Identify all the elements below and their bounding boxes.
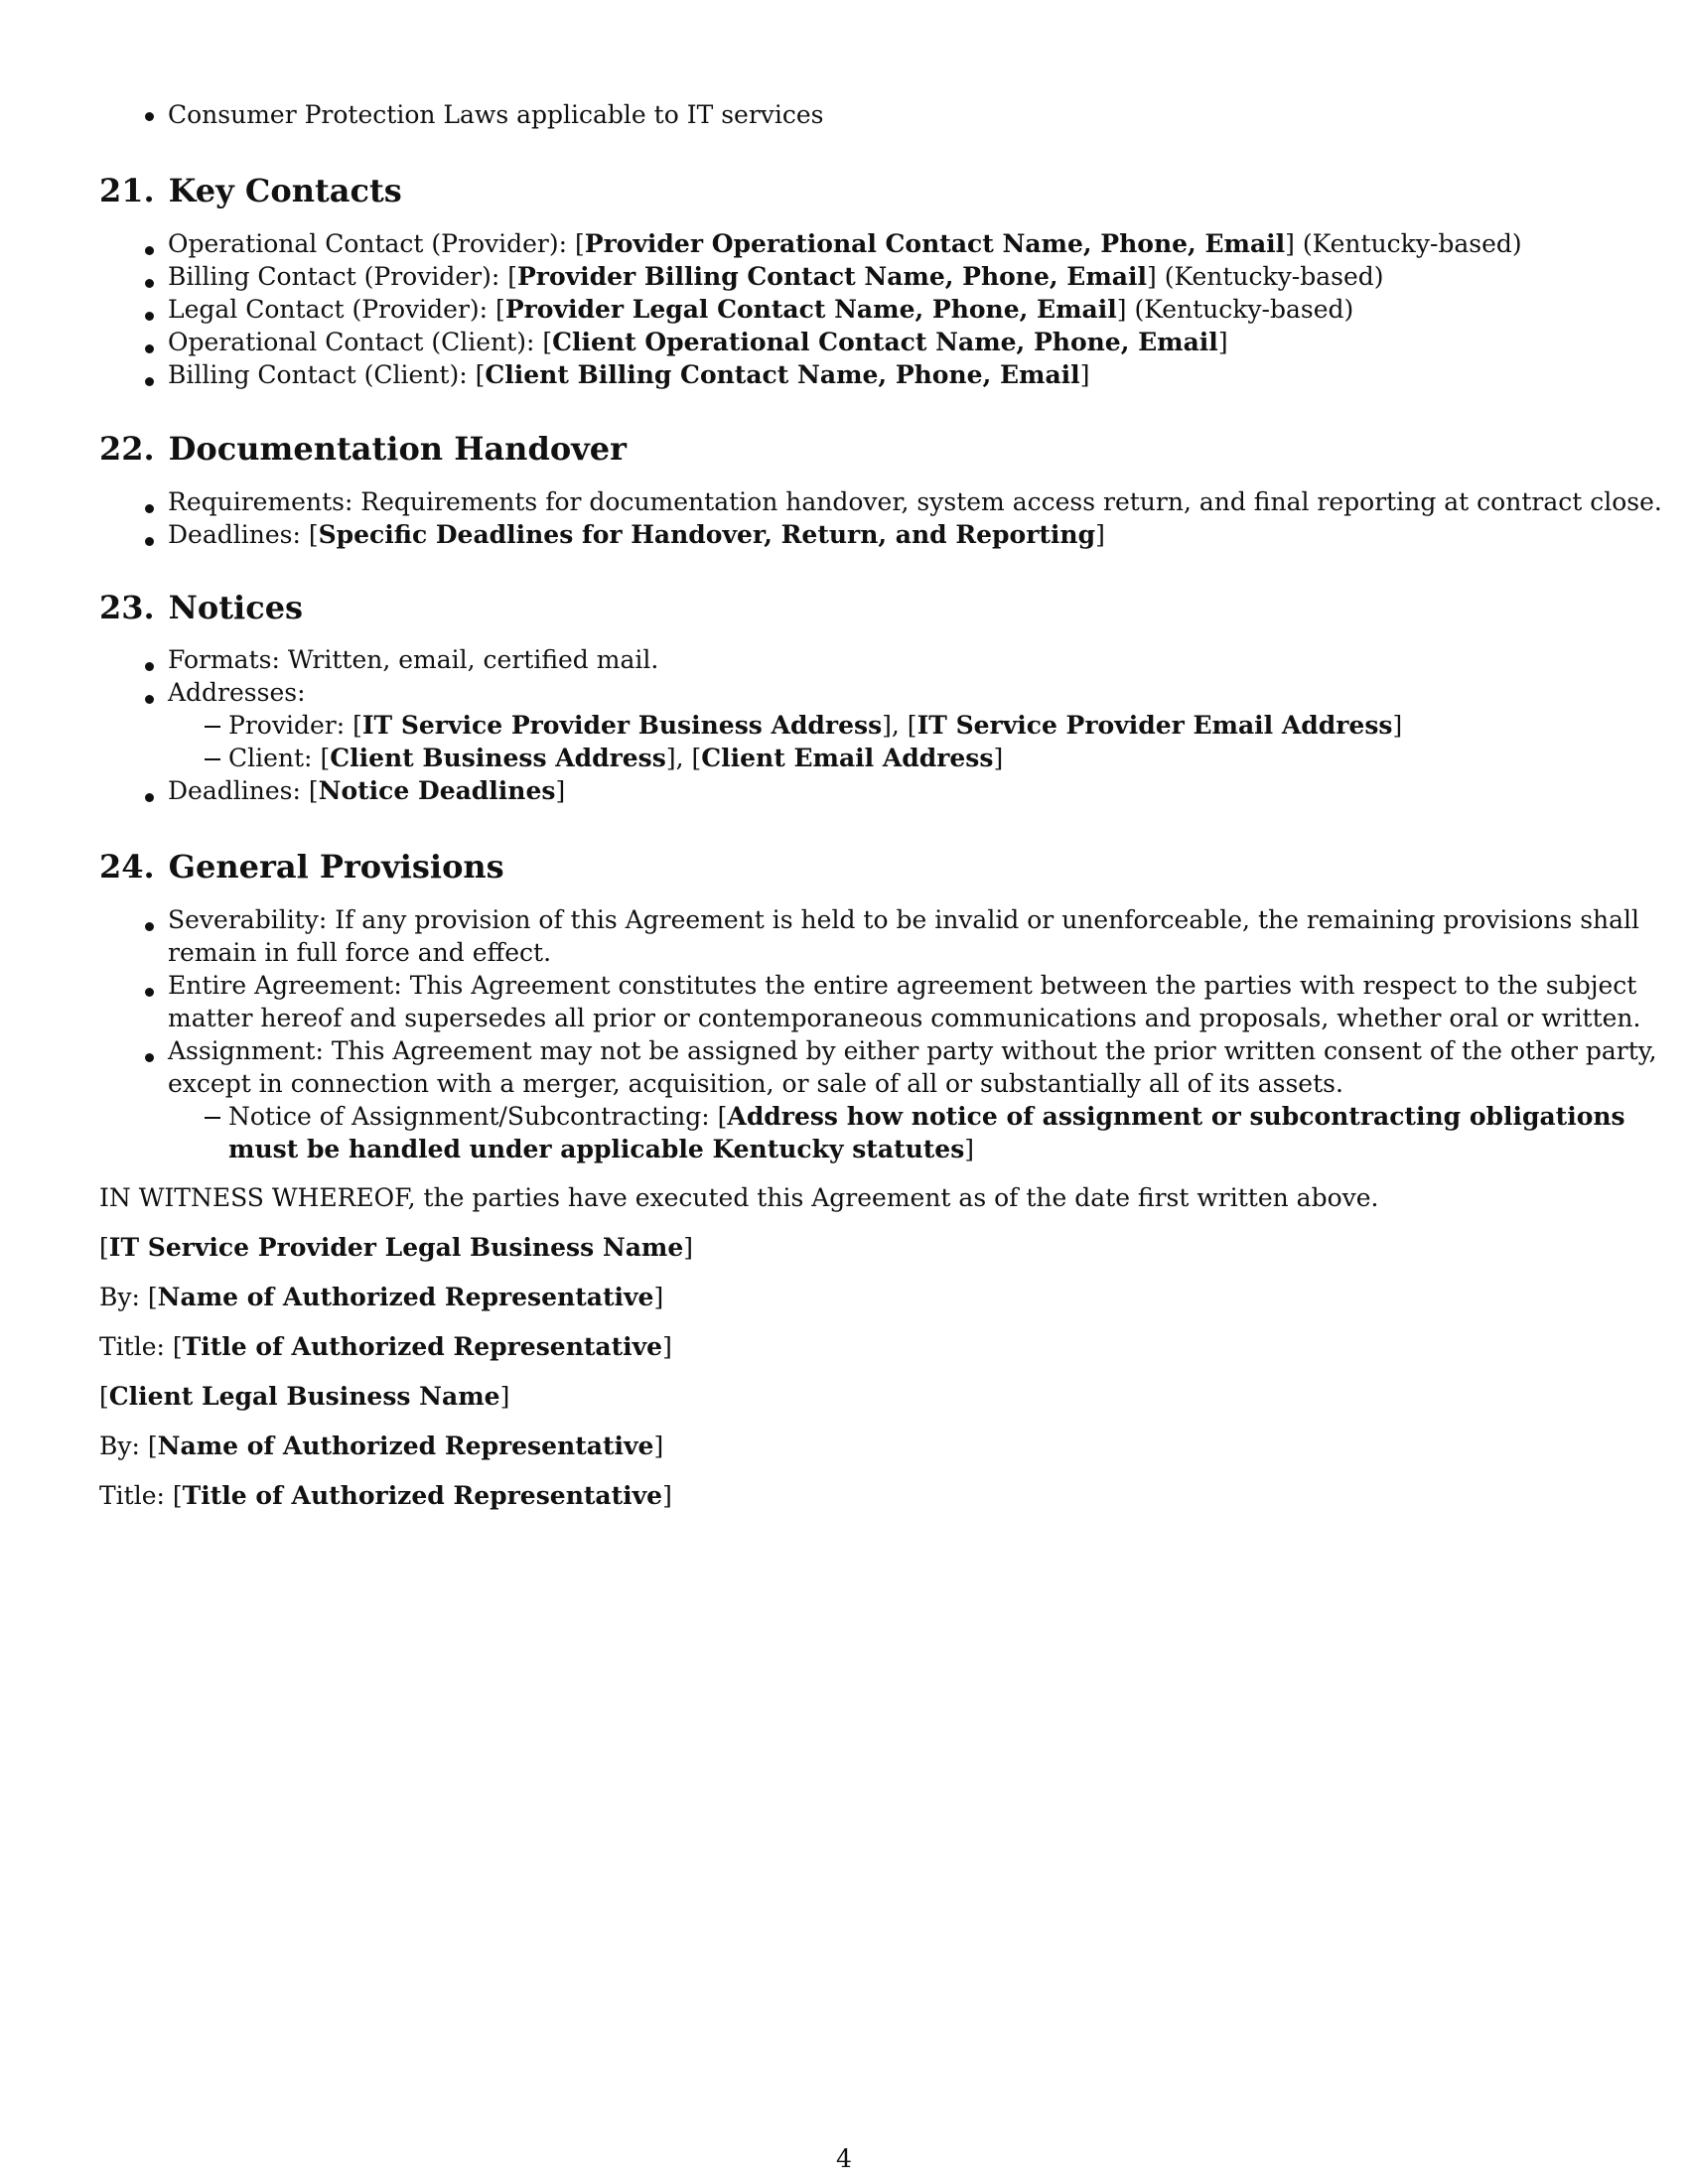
client-representative: By: [Name of Authorized Representative] [99,1432,664,1460]
bullet-marker [143,922,155,934]
bullet-marker [143,695,155,707]
contact-item: Legal Contact (Provider): [Provider Legal Contact Name, Phone, Email] (Kentucky-based) [168,295,1354,324]
provision-line: remain in full force and effect. [168,938,552,967]
provision-line: Notice of Assignment/Subcontracting: [Address how notice of assignment or subcontracting obligations [228,1102,1625,1131]
bullet-marker [143,537,155,549]
provision-line: Severability: If any provision of this Agreement is held to be invalid or unenforceable, the remaining provisions shall [168,905,1640,934]
list-item: Formats: Written, email, certified mail. [168,645,659,674]
bullet-marker [143,312,155,324]
page-number: 4 [836,2144,852,2173]
section-heading-22: 22. Documentation Handover [99,430,627,468]
section-heading-23: 23. Notices [99,589,304,626]
contact-item: Billing Contact (Provider): [Provider Billing Contact Name, Phone, Email] (Kentucky-based) [168,262,1384,291]
bullet-marker [143,112,155,124]
provider-name: [IT Service Provider Legal Business Name] [99,1233,694,1262]
bullet-marker [143,504,155,516]
bullet-marker [143,793,155,805]
witness-statement: IN WITNESS WHEREOF, the parties have executed this Agreement as of the date first written above. [99,1183,1379,1212]
contact-item: Operational Contact (Client): [Client Operational Contact Name, Phone, Email] [168,328,1228,356]
address-item: Client: [Client Business Address], [Client Email Address] [228,744,1004,772]
list-item: Consumer Protection Laws applicable to IT services [168,100,824,129]
bullet-marker [143,377,155,389]
client-name: [Client Legal Business Name] [99,1382,510,1411]
contact-item: Billing Contact (Client): [Client Billing Contact Name, Phone, Email] [168,360,1090,389]
list-item: Requirements: Requirements for documentation handover, system access return, and final reporting at contract close. [168,487,1662,516]
provision-line: Assignment: This Agreement may not be assigned by either party without the prior written consent of the other party, [168,1036,1657,1065]
section-heading-24: 24. General Provisions [99,848,504,886]
address-item: Provider: [IT Service Provider Business Address], [IT Service Provider Email Address] [228,711,1403,740]
client-title: Title: [Title of Authorized Representative] [99,1481,672,1510]
provision-line: Entire Agreement: This Agreement constitutes the entire agreement between the parties with respect to the subject [168,971,1637,1000]
bullet-marker [143,662,155,674]
dash-marker [205,758,220,760]
provision-line: must be handled under applicable Kentucky statutes] [228,1135,975,1163]
bullet-marker [143,279,155,291]
section-heading-21: 21. Key Contacts [99,172,402,209]
provision-line: except in connection with a merger, acquisition, or sale of all or substantially all of its assets. [168,1069,1343,1098]
provider-representative: By: [Name of Authorized Representative] [99,1283,664,1311]
bullet-marker [143,344,155,356]
contact-item: Operational Contact (Provider): [Provider Operational Contact Name, Phone, Email] (Kentucky-based) [168,229,1522,258]
provider-title: Title: [Title of Authorized Representative] [99,1332,672,1361]
list-item: Deadlines: [Specific Deadlines for Handover, Return, and Reporting] [168,520,1105,549]
list-item: Addresses: [168,678,306,707]
bullet-marker [143,1053,155,1065]
provision-line: matter hereof and supersedes all prior or contemporaneous communications and proposals, whether oral or written. [168,1004,1641,1032]
list-item: Deadlines: [Notice Deadlines] [168,776,566,805]
dash-marker [205,726,220,728]
bullet-marker [143,246,155,258]
bullet-marker [143,988,155,1000]
dash-marker [205,1117,220,1119]
